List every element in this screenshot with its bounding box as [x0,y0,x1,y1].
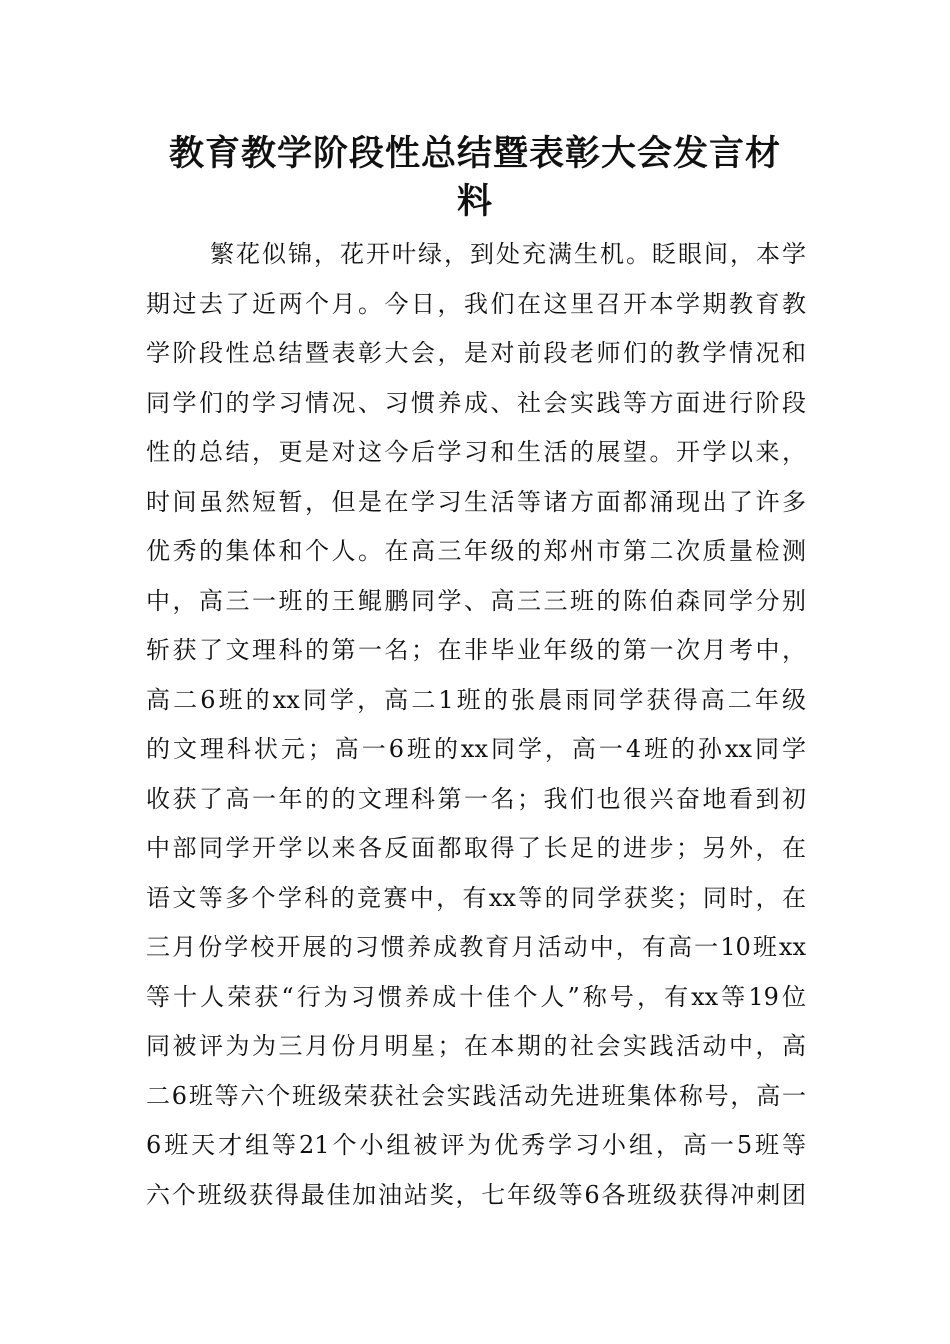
body-line-3: 学阶段性总结暨表彰大会，是对前段老师们的教学情况和 [146,339,806,367]
body-line-2: 期过去了近两个月。今日，我们在这里召开本学期教育教 [146,289,806,318]
body-line-12: 收获了高一年的的文理科第一名；我们也很兴奋地看到初 [146,784,806,813]
body-line-18: 二6班等六个班级荣获社会实践活动先进班集体称号，高一 [146,1081,806,1110]
document-title-line-2: 料 [456,182,493,222]
body-line-1: 繁花似锦，花开叶绿，到处充满生机。眨眼间，本学 [210,240,806,268]
body-line-6: 时间虽然短暂，但是在学习生活等诸方面都涌现出了许多 [146,487,806,516]
document-title-line-1: 教育教学阶段性总结暨表彰大会发言材 [168,134,781,174]
document-body [146,230,806,1220]
body-line-11: 的文理科状元；高一6班的xx同学，高一4班的孙xx同学 [146,735,806,763]
body-line-5: 性的总结，更是对这今后学习和生活的展望。开学以来， [146,438,806,466]
body-line-8: 中，高三一班的王鲲鹏同学、高三三班的陈伯森同学分别 [146,586,806,615]
body-line-14: 语文等多个学科的竞赛中，有xx等的同学获奖；同时，在 [146,883,806,912]
body-line-7: 优秀的集体和个人。在高三年级的郑州市第二次质量检测 [146,537,806,565]
body-line-9: 斩获了文理科的第一名；在非毕业年级的第一次月考中， [146,636,806,664]
body-line-4: 同学们的学习情况、习惯养成、社会实践等方面进行阶段 [146,388,806,417]
body-line-13: 中部同学开学以来各反面都取得了长足的进步；另外，在 [146,834,806,862]
body-line-10: 高二6班的xx同学，高二1班的张晨雨同学获得高二年级 [146,685,806,714]
body-line-15: 三月份学校开展的习惯养成教育月活动中，有高一10班xx [146,933,806,961]
body-line-19: 6班天才组等21个小组被评为优秀学习小组，高一5班等 [146,1131,806,1159]
body-line-17: 同被评为为三月份月明星；在本期的社会实践活动中，高 [146,1032,806,1060]
body-line-16: 等十人荣获“行为习惯养成十佳个人”称号，有xx等19位 [146,982,806,1011]
body-line-20: 六个班级获得最佳加油站奖，七年级等6各班级获得冲刺团 [146,1180,806,1209]
